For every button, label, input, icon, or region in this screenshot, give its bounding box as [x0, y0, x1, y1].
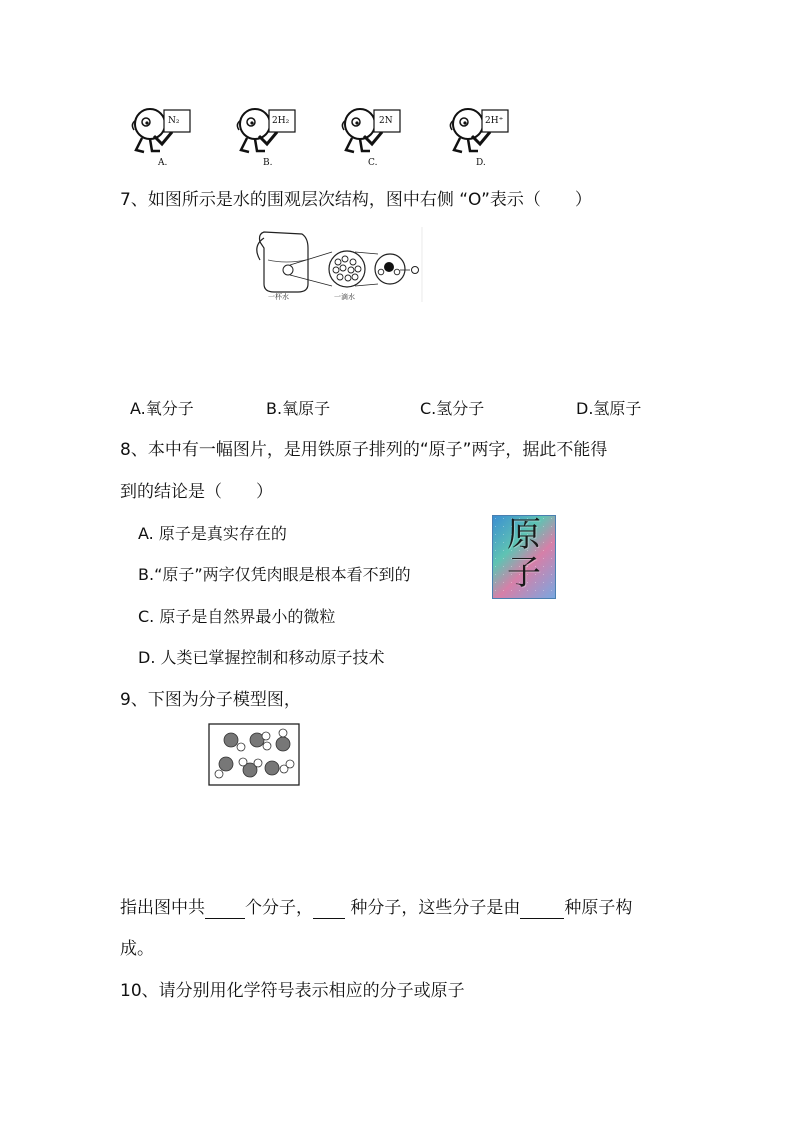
q6-figure-b [225, 100, 315, 175]
image-char-zi: 子 [507, 553, 541, 593]
q6-sign-d: 2H⁺ [485, 116, 504, 126]
q7-label-cup: 一杯水 [268, 293, 289, 301]
q9-fill-part3: 种分子，这些分子是由 [345, 898, 521, 918]
q9-blank-kinds[interactable] [313, 900, 345, 919]
q8-option-c: C. 原子是自然界最小的微粒 [138, 607, 336, 626]
image-char-yuan: 原 [507, 515, 541, 555]
q6-figure-d [438, 100, 528, 175]
cartoon-character-icon [330, 100, 420, 160]
q7-label-drop: 一滴水 [334, 293, 355, 301]
q7-option-d: D.氢原子 [576, 399, 642, 418]
q8-option-a: A. 原子是真实存在的 [138, 524, 287, 543]
molecule-model-figure [206, 722, 302, 788]
q7-option-b: B.氧原子 [266, 399, 331, 418]
q6-sign-b: 2H₂ [272, 116, 290, 126]
q6-option-c: C. [368, 158, 378, 168]
q6-option-b: B. [263, 158, 273, 168]
q9-blank-atoms[interactable] [520, 900, 564, 919]
q6-option-d: D. [476, 158, 486, 168]
q9-stem: 9、下图为分子模型图， [120, 690, 301, 710]
q6-option-a: A. [158, 158, 168, 168]
q7-option-c: C.氢分子 [420, 399, 485, 418]
q8-stem-line1: 8、本中有一幅图片，是用铁原子排列的“原子”两字，据此不能得 [120, 440, 608, 460]
q6-sign-c: 2N [379, 116, 393, 126]
q9-fill-part4: 种原子构 [564, 898, 633, 918]
q8-option-b: B.“原子”两字仅凭肉眼是根本看不到的 [138, 565, 411, 584]
q7-figure [250, 222, 425, 307]
molecule-model-diagram [206, 722, 302, 788]
q6-sign-a: N₂ [168, 116, 180, 126]
iron-atom-image [492, 515, 556, 599]
cartoon-character-icon [438, 100, 528, 160]
cartoon-character-icon [225, 100, 315, 160]
q10-stem: 10、请分别用化学符号表示相应的分子或原子 [120, 981, 465, 1001]
q6-figure-c [330, 100, 420, 175]
q8-option-d: D. 人类已掌握控制和移动原子技术 [138, 648, 385, 667]
cartoon-character-icon [120, 100, 210, 160]
q6-figure-a [120, 100, 210, 175]
q7-stem: 7、如图所示是水的围观层次结构，图中右侧 “O”表示（ ） [120, 190, 592, 210]
q9-blank-count[interactable] [205, 900, 245, 919]
q9-fill-part2: 个分子， [245, 898, 313, 918]
q9-fill-part1: 指出图中共 [120, 898, 205, 918]
q7-option-a: A.氧分子 [130, 399, 194, 418]
q6-figures [120, 100, 540, 175]
q9-fill-line2: 成。 [120, 939, 154, 959]
q9-fill-line1 [120, 897, 632, 919]
q8-stem-line2: 到的结论是（ ） [120, 482, 273, 502]
